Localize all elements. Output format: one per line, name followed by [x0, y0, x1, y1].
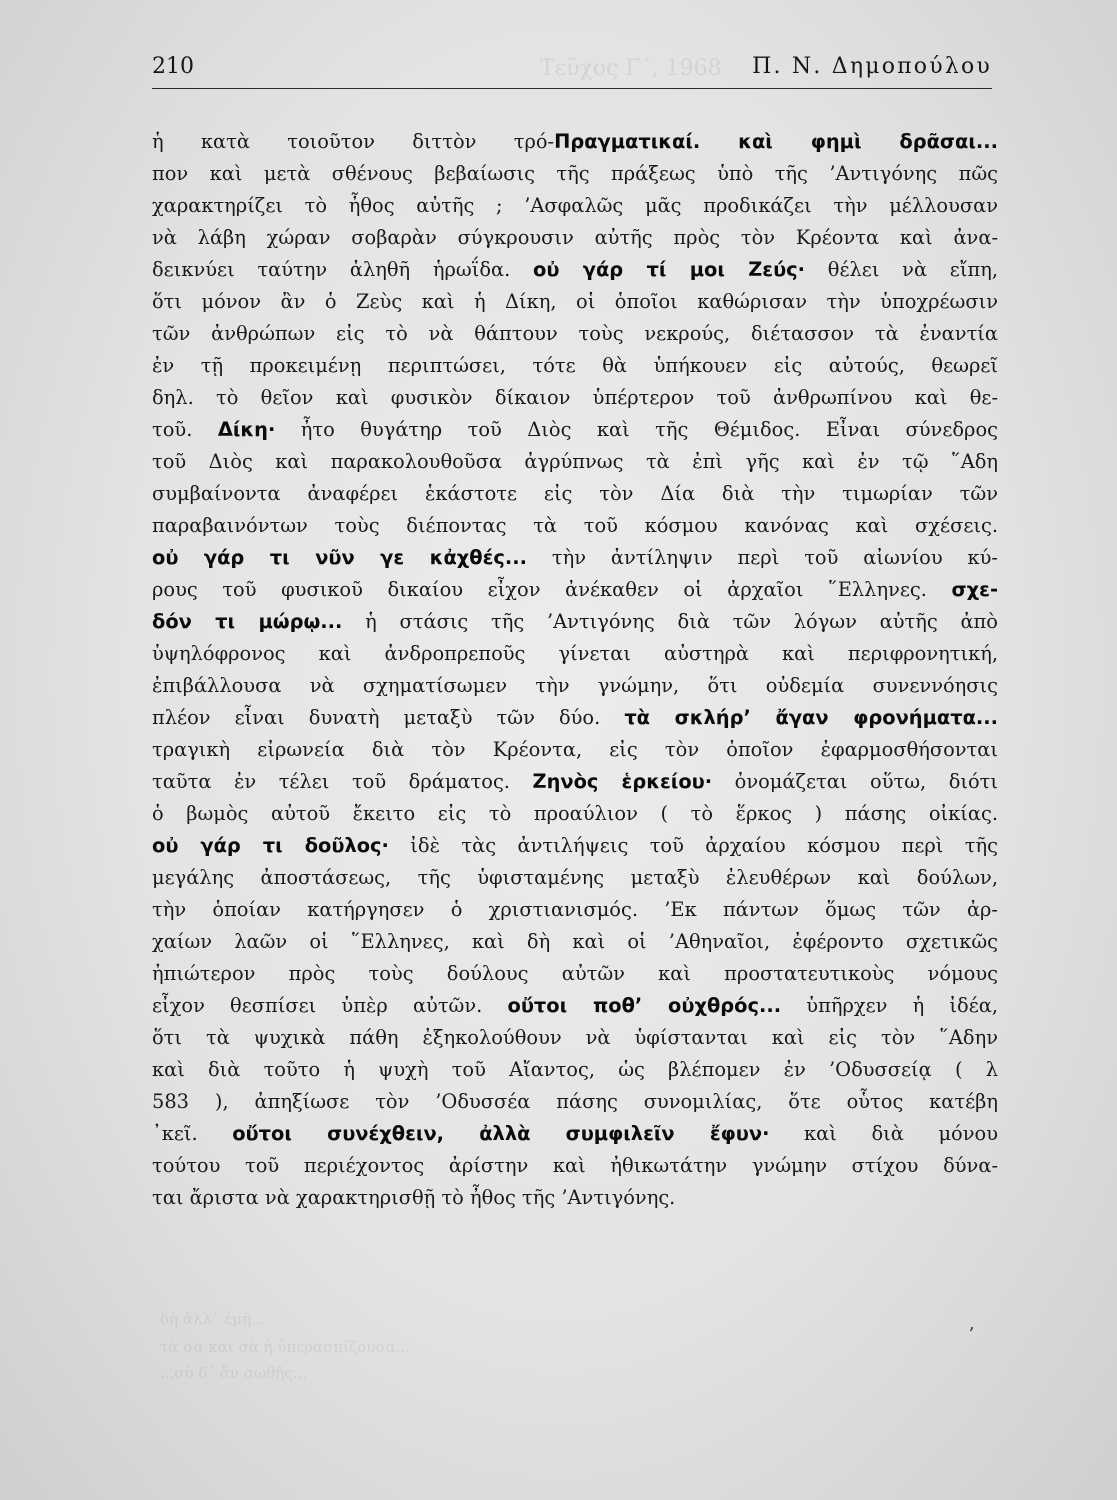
commentary-text-run: ὅτι τὰ ψυχικὰ πάθη ἐξηκολούθουν νὰ ὑφίστανται καὶ εἰς τὸν ῞Αδην: [152, 1026, 998, 1049]
commentary-text: [152, 126, 998, 1214]
text-line: [152, 1150, 998, 1182]
text-line: [152, 286, 998, 318]
text-line: [152, 990, 998, 1022]
commentary-text-run: ταῦτα ἐν τέλει τοῦ δράματος.: [152, 770, 533, 793]
commentary-text-run: τραγικὴ εἰρωνεία διὰ τὸν Κρέοντα, εἰς τὸν ὁποῖον ἐφαρμοσθήσονται: [152, 738, 998, 761]
commentary-text-run: ὀνομάζεται οὕτω, διότι: [712, 770, 998, 793]
commentary-text-run: τοῦ Διὸς καὶ παρακολουθοῦσα ἀγρύπνως τὰ ἐπὶ γῆς καὶ ἐν τῷ ῞Αδη: [152, 450, 998, 473]
lemma-bold: οὐ γάρ τί μοι Ζεύς·: [533, 258, 806, 281]
text-line: [152, 702, 998, 734]
running-head: Π. Ν. Δημοπούλου: [752, 54, 992, 79]
commentary-text-run: πον καὶ μετὰ σθένους βεβαίωσις τῆς πράξεως ὑπὸ τῆς ’Αντιγόνης πῶς: [152, 162, 998, 185]
show-through-text: Τεῦχος Γ΄, 1968: [540, 56, 722, 81]
margin-mark: ʼ: [968, 1324, 974, 1345]
text-line: [152, 446, 998, 478]
commentary-text-run: ἠπιώτερον πρὸς τοὺς δούλους αὐτῶν καὶ προστατευτικοὺς νόμους: [152, 962, 998, 985]
lemma-bold: οὔτοι συνέχθειν, ἀλλὰ συμφιλεῖν ἔφυν·: [232, 1122, 770, 1145]
commentary-text-run: θέλει νὰ εἴπη,: [805, 258, 998, 281]
lemma-bold: οὔτοι ποθ’ οὐχθρός...: [507, 994, 782, 1017]
page-header: [152, 54, 992, 84]
text-line: [152, 318, 998, 350]
text-line: [152, 638, 998, 670]
lemma-bold: σχε-: [951, 578, 998, 601]
lemma-bold: τὰ σκλήρ’ ἄγαν φρονήματα...: [624, 706, 998, 729]
commentary-text-run: πλέον εἶναι δυνατὴ μεταξὺ τῶν δύο.: [152, 706, 625, 729]
commentary-text-run: ᾿κεῖ.: [152, 1122, 233, 1145]
show-through-text: ...σὺ δ᾿ ἄν σωθῇς...: [160, 1364, 307, 1382]
text-line: [152, 606, 998, 638]
lemma-bold: Δίκη·: [217, 418, 276, 441]
page-number: 210: [152, 54, 194, 79]
commentary-text-run: ἐν τῇ προκειμένῃ περιπτώσει, τότε θὰ ὑπήκουεν εἰς αὐτούς, θεωρεῖ: [152, 354, 998, 377]
text-line: [152, 926, 998, 958]
lemma-bold: Πραγματικαί. καὶ φημὶ δρᾶσαι...: [554, 130, 998, 153]
text-line: [152, 510, 998, 542]
text-line: [152, 158, 998, 190]
text-line: [152, 862, 998, 894]
commentary-text-run: ἰδὲ τὰς ἀντιλήψεις τοῦ ἀρχαίου κόσμου περὶ τῆς: [388, 834, 998, 857]
commentary-text-run: παραβαινόντων τοὺς διέποντας τὰ τοῦ κόσμου κανόνας καὶ σχέσεις.: [152, 514, 998, 537]
commentary-text-run: ἐπιβάλλουσα νὰ σχηματίσωμεν τὴν γνώμην, ὅτι οὐδεμία συνεννόησις: [152, 674, 998, 697]
text-line: [152, 126, 998, 158]
text-line: [152, 382, 998, 414]
commentary-text-run: ται ἄριστα νὰ χαρακτηρισθῇ τὸ ἦθος τῆς ’Αντιγόνης.: [152, 1186, 676, 1209]
text-line: [152, 766, 998, 798]
commentary-text-run: καὶ διὰ μόνου: [769, 1122, 998, 1145]
text-line: [152, 574, 998, 606]
lemma-bold: δόν τι μώρῳ...: [152, 610, 343, 633]
commentary-text-run: ἡ κατὰ τοιοῦτον διττὸν τρό-: [152, 130, 555, 153]
commentary-text-run: χαίων λαῶν οἱ ῞Ελληνες, καὶ δὴ καὶ οἱ ’Αθηναῖοι, ἐφέροντο σχετικῶς: [152, 930, 998, 953]
commentary-text-run: μεγάλης ἀποστάσεως, τῆς ὑφισταμένης μεταξὺ ἐλευθέρων καὶ δούλων,: [152, 866, 998, 889]
text-line: [152, 254, 998, 286]
text-line: [152, 670, 998, 702]
commentary-text-run: ὑψηλόφρονος καὶ ἀνδροπρεποῦς γίνεται αὐστηρὰ καὶ περιφρονητική,: [152, 642, 998, 665]
text-line: [152, 958, 998, 990]
text-line: [152, 1022, 998, 1054]
text-line: [152, 798, 998, 830]
commentary-text-run: ἡ στάσις τῆς ’Αντιγόνης διὰ τῶν λόγων αὐτῆς ἀπὸ: [342, 610, 998, 633]
commentary-text-run: ἦτο θυγάτηρ τοῦ Διὸς καὶ τῆς Θέμιδος. Εἶναι σύνεδρος: [275, 418, 998, 441]
commentary-text-run: ὁ βωμὸς αὐτοῦ ἔκειτο εἰς τὸ προαύλιον ( τὸ ἕρκος ) πάσης οἰκίας.: [152, 802, 998, 825]
show-through-text: δὴ ἀλλ᾿ ἐμῇ...: [160, 1310, 266, 1328]
commentary-text-run: εἶχον θεσπίσει ὑπὲρ αὐτῶν.: [152, 994, 508, 1017]
commentary-text-run: δηλ. τὸ θεῖον καὶ φυσικὸν δίκαιον ὑπέρτερον τοῦ ἀνθρωπίνου καὶ θε-: [152, 386, 998, 409]
text-line: [152, 542, 998, 574]
commentary-text-run: συμβαίνοντα ἀναφέρει ἑκάστοτε εἰς τὸν Δία διὰ τὴν τιμωρίαν τῶν: [152, 482, 998, 505]
text-line: [152, 1118, 998, 1150]
commentary-text-run: χαρακτηρίζει τὸ ἦθος αὐτῆς ; ’Ασφαλῶς μᾶς προδικάζει τὴν μέλλουσαν: [152, 194, 998, 217]
commentary-text-run: τὴν ἀντίληψιν περὶ τοῦ αἰωνίου κύ-: [526, 546, 998, 569]
header-rule: [152, 88, 992, 89]
text-line: [152, 1054, 998, 1086]
commentary-text-run: 583 ), ἀπηξίωσε τὸν ’Οδυσσέα πάσης συνομιλίας, ὅτε οὗτος κατέβη: [152, 1090, 998, 1113]
text-line: [152, 414, 998, 446]
text-line: [152, 830, 998, 862]
text-line: [152, 1086, 998, 1118]
commentary-text-run: ὅτι μόνον ἂν ὁ Ζεὺς καὶ ἡ Δίκη, οἱ ὁποῖοι καθώρισαν τὴν ὑποχρέωσιν: [152, 290, 998, 313]
commentary-text-run: τῶν ἀνθρώπων εἰς τὸ νὰ θάπτουν τοὺς νεκρούς, διέτασσον τὰ ἐναντία: [152, 322, 998, 345]
lemma-bold: οὐ γάρ τι δοῦλος·: [152, 834, 389, 857]
commentary-text-run: τούτου τοῦ περιέχοντος ἀρίστην καὶ ἠθικωτάτην γνώμην στίχου δύνα-: [152, 1154, 998, 1177]
commentary-text-run: ρους τοῦ φυσικοῦ δικαίου εἶχον ἀνέκαθεν οἱ ἀρχαῖοι ῞Ελληνες.: [152, 578, 952, 601]
text-line: [152, 1182, 998, 1214]
commentary-text-run: νὰ λάβη χώραν σοβαρὰν σύγκρουσιν αὐτῆς πρὸς τὸν Κρέοντα καὶ ἀνα-: [152, 226, 998, 249]
text-line: [152, 190, 998, 222]
commentary-text-run: τοῦ.: [152, 418, 218, 441]
text-line: [152, 222, 998, 254]
lemma-bold: Ζηνὸς ἑρκείου·: [532, 770, 713, 793]
text-line: [152, 478, 998, 510]
show-through-text: τὰ σὰ καὶ σὰ ἡ ὑπερασπίζουσα...: [160, 1338, 411, 1356]
commentary-text-run: δεικνύει ταύτην ἀληθῆ ἡρωΐδα.: [152, 258, 534, 281]
lemma-bold: οὐ γάρ τι νῦν γε κἀχθές...: [152, 546, 527, 569]
text-line: [152, 350, 998, 382]
text-line: [152, 734, 998, 766]
commentary-text-run: ὑπῆρχεν ἡ ἰδέα,: [781, 994, 998, 1017]
commentary-text-run: τὴν ὁποίαν κατήργησεν ὁ χριστιανισμός. ’Εκ πάντων ὅμως τῶν ἀρ-: [152, 898, 998, 921]
commentary-text-run: καὶ διὰ τοῦτο ἡ ψυχὴ τοῦ Αἴαντος, ὡς βλέπομεν ἐν ’Οδυσσείᾳ ( λ: [152, 1058, 998, 1081]
text-line: [152, 894, 998, 926]
